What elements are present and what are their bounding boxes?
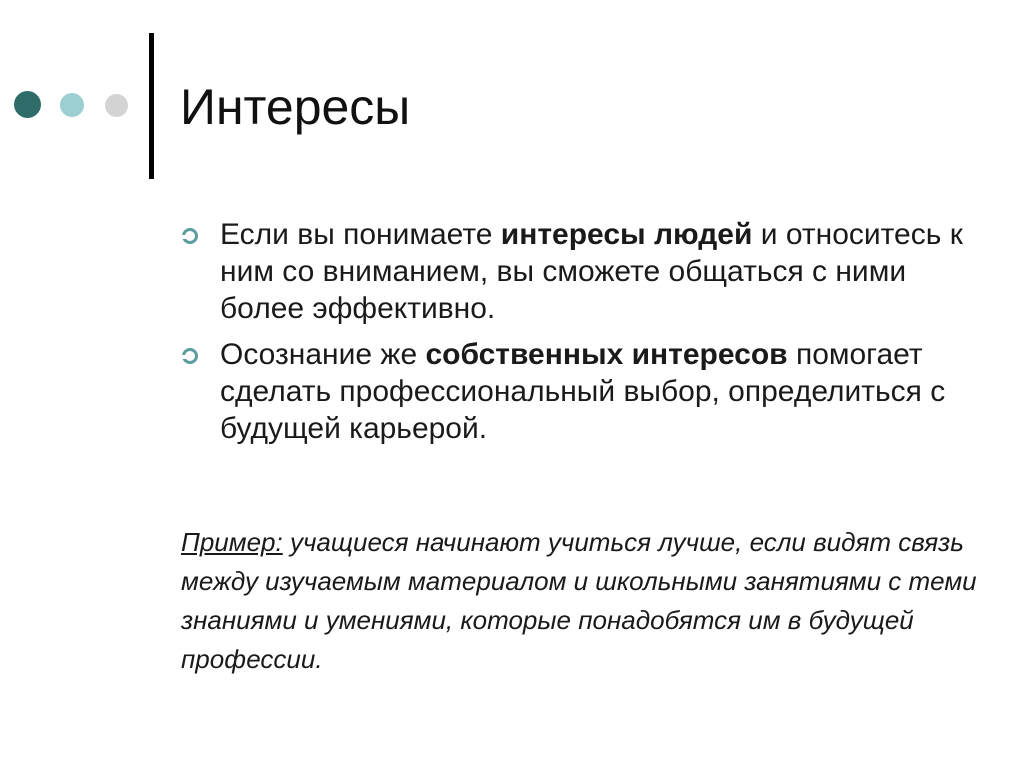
decorative-dot-light [60, 93, 84, 117]
bullet-ring-icon [182, 348, 198, 364]
bullet-text-bold: интересы людей [500, 218, 753, 251]
bullet-ring-icon [182, 228, 198, 244]
bullet-item [182, 216, 982, 327]
example-text: учащиеся начинают учиться лучше, если видят связь между изучаемым материалом и школьными занятиями с теми знаниями и умениями, которые понадобятся им в будущей профессии. [181, 527, 977, 674]
bullet-text-after: и относитесь к ним со вниманием, вы сможете общаться с ними более эффективно. [220, 218, 963, 325]
example-label: Пример: [181, 527, 283, 557]
decorative-dot-gray [105, 94, 128, 117]
example-paragraph [181, 523, 981, 679]
bullet-text-after: помогает сделать профессиональный выбор, определиться с будущей карьерой. [220, 338, 946, 445]
bullet-list [182, 216, 982, 456]
bullet-item [182, 336, 982, 447]
bullet-text-before: Осознание же [220, 338, 426, 371]
slide-title: Интересы [180, 79, 411, 135]
bullet-text-before: Если вы понимаете [220, 218, 501, 251]
title-divider [149, 33, 154, 179]
decorative-dot-dark [14, 91, 41, 118]
bullet-text-bold: собственных интересов [425, 338, 788, 371]
